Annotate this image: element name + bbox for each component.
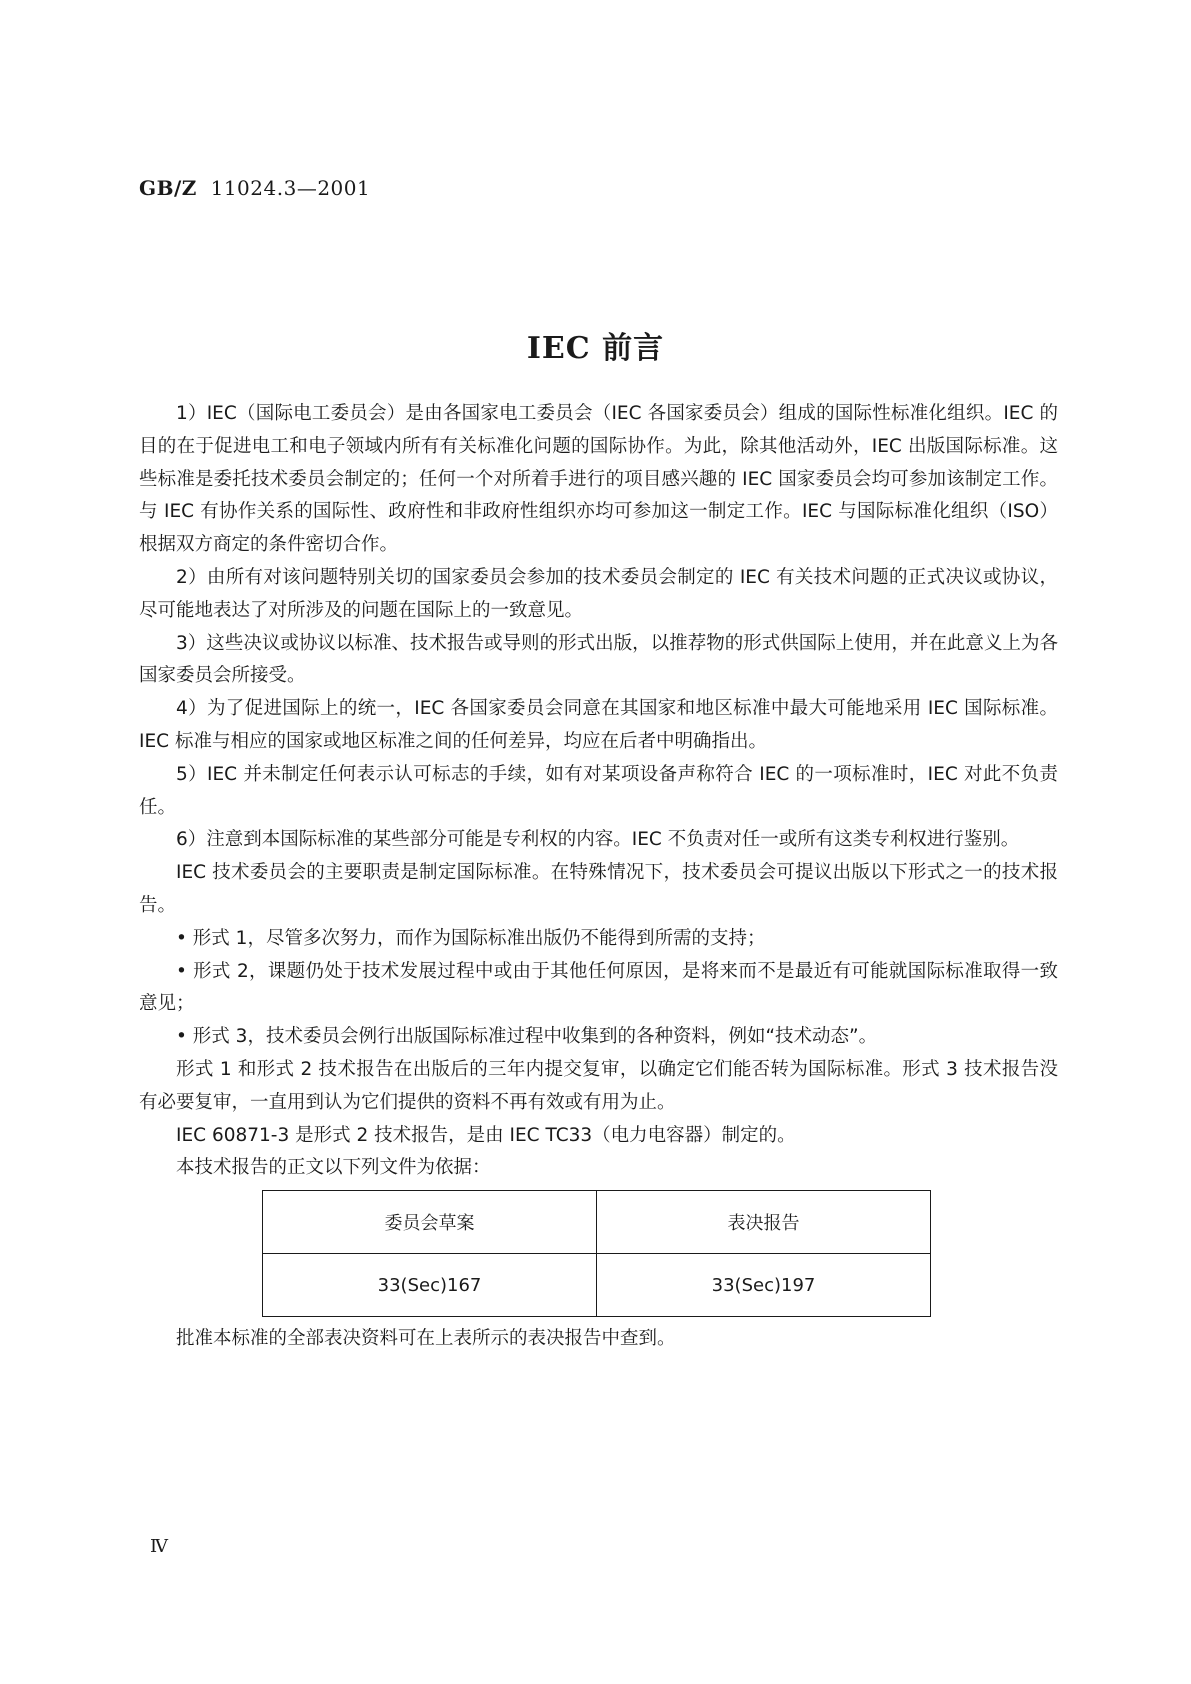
paragraph-iec-60871: IEC 60871-3 是形式 2 技术报告，是由 IEC TC33（电力电容器）制定的。 xyxy=(176,1124,796,1146)
document-code xyxy=(139,176,370,200)
table-header-row xyxy=(263,1191,931,1254)
paragraph-basis: 本技术报告的正文以下列文件为依据： xyxy=(176,1157,491,1179)
page-title: IEC 前言 xyxy=(526,331,665,366)
table-header-cell: 表决报告 xyxy=(597,1191,931,1254)
paragraph-tc-duty: IEC 技术委员会的主要职责是制定国际标准。在特殊情况下，技术委员会可提议出版以下形式之一的技术报告。 xyxy=(139,862,1058,916)
table-cell: 33(Sec)197 xyxy=(597,1254,931,1317)
bullet-form-1: • 形式 1，尽管多次努力，而作为国际标准出版仍不能得到所需的支持； xyxy=(176,927,766,949)
bullet-form-3: • 形式 3，技术委员会例行出版国际标准过程中收集到的各种资料，例如“技术动态”。 xyxy=(176,1026,878,1048)
paragraph-1: 1）IEC（国际电工委员会）是由各国家电工委员会（IEC 各国家委员会）组成的国际性标准化组织。IEC 的目的在于促进电工和电子领域内所有有关标准化问题的国际协作。为此，除其他活动外，IEC 出版国际标准。这些标准是委托技术委员会制定的；任何一个对所着手进行的项目感兴趣的 IEC 国家委员会均可参加该制定工作。与 IEC 有协作关系的国际性、政府性和非政府性组织亦均可参加这一制定工作。IEC 与国际标准化组织（ISO）根据双方商定的条件密切合作。 xyxy=(139,403,1058,556)
paragraph-6: 6）注意到本国际标准的某些部分可能是专利权的内容。IEC 不负责对任一或所有这类专利权进行鉴别。 xyxy=(176,829,1020,851)
document-code-number: 11024.3—2001 xyxy=(210,176,371,200)
paragraph-3: 3）这些决议或协议以标准、技术报告或导则的形式出版，以推荐物的形式供国际上使用，并在此意义上为各国家委员会所接受。 xyxy=(139,632,1058,687)
bullet-form-2: • 形式 2，课题仍处于技术发展过程中或由于其他任何原因，是将来而不是最近有可能就国际标准取得一致意见； xyxy=(139,960,1058,1015)
table-cell: 33(Sec)167 xyxy=(263,1254,597,1317)
paragraph-5: 5）IEC 并未制定任何表示认可标志的手续，如有对某项设备声称符合 IEC 的一项标准时，IEC 对此不负责任。 xyxy=(139,763,1058,818)
approval-note: 批准本标准的全部表决资料可在上表所示的表决报告中查到。 xyxy=(176,1328,676,1349)
paragraph-2: 2）由所有对该问题特别关切的国家委员会参加的技术委员会制定的 IEC 有关技术问题的正式决议或协议，尽可能地表达了对所涉及的问题在国际上的一致意见。 xyxy=(139,566,1058,621)
table-row xyxy=(263,1254,931,1317)
page-number: Ⅳ xyxy=(150,1536,168,1557)
table-header-cell: 委员会草案 xyxy=(263,1191,597,1254)
paragraph-review: 形式 1 和形式 2 技术报告在出版后的三年内提交复审，以确定它们能否转为国际标准。形式 3 技术报告没有必要复审，一直用到认为它们提供的资料不再有效或有用为止。 xyxy=(139,1058,1058,1113)
paragraph-4: 4）为了促进国际上的统一，IEC 各国家委员会同意在其国家和地区标准中最大可能地采用 IEC 国际标准。IEC 标准与相应的国家或地区标准之间的任何差异，均应在后者中明确指出。 xyxy=(139,698,1058,752)
body-text xyxy=(139,398,1058,1185)
voting-table xyxy=(262,1190,931,1317)
document-code-prefix: GB/Z xyxy=(139,176,197,200)
